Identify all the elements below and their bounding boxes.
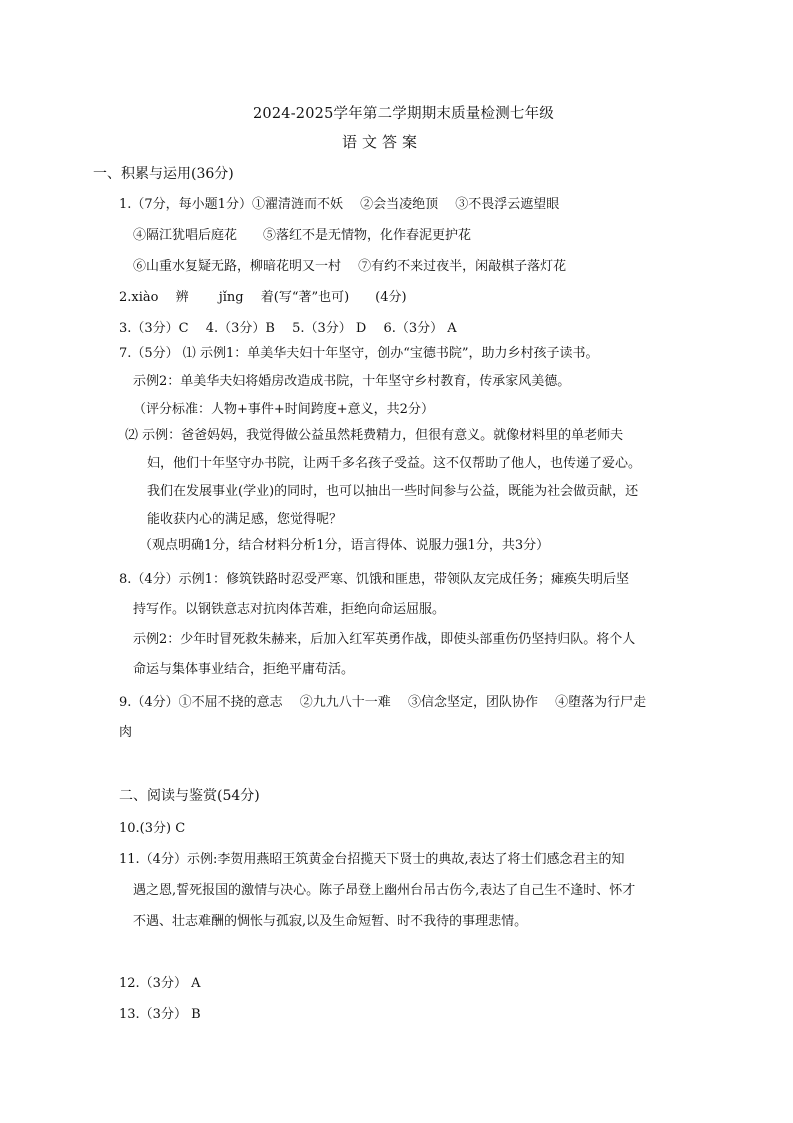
answer-line: ④隔江犹唱后庭花 ⑤落红不是无情物，化作春泥更护花 — [133, 228, 472, 243]
section-heading-accumulation: 一、积累与运用(36分) — [93, 166, 234, 182]
page-title: 2024-2025学年第二学期期末质量检测七年级 — [253, 106, 555, 122]
answer-line: 11.（4分）示例:李贺用燕昭王筑黄金台招揽天下贤士的典故,表达了将士们感念君主的知 — [119, 852, 625, 867]
section-heading-reading: 二、阅读与鉴赏(54分) — [119, 788, 260, 804]
answer-line: ⑵ 示例：爸爸妈妈，我觉得做公益虽然耗费精力，但很有意义。就像材料里的单老师夫 — [125, 428, 624, 443]
answer-line: 不遇、壮志难酬的惆怅与孤寂,以及生命短暂、时不我待的事理悲情。 — [133, 914, 528, 929]
answer-line: 我们在发展事业(学业)的同时，也可以抽出一些时间参与公益，既能为社会做贡献，还 — [147, 484, 639, 499]
answer-line: 12.（3分） A — [119, 976, 201, 991]
answer-line: 妇，他们十年坚守办书院，让两千多名孩子受益。这不仅帮助了他人，也传递了爱心。 — [147, 456, 642, 471]
page-subtitle: 语文答案 — [342, 133, 423, 151]
answer-line: 13.（3分） B — [119, 1007, 201, 1022]
answer-line: 3.（3分）C 4.（3分）B 5.（3分） D 6.（3分） A — [119, 321, 457, 336]
answer-line: 示例2：少年时冒死救朱赫来，后加入红军英勇作战，即使头部重伤仍坚持归队。将个人 — [133, 632, 636, 647]
answer-line: 遇之恩,誓死报国的激情与决心。陈子昂登上幽州台吊古伤今,表达了自己生不逢时、怀才 — [133, 883, 636, 898]
answer-line: 7.（5分） ⑴ 示例1：单美华夫妇十年坚守，创办“宝德书院”，助力乡村孩子读书。 — [119, 346, 599, 361]
answer-line: 9.（4分）①不屈不挠的意志 ②九九八十一难 ③信念坚定，团队协作 ④堕落为行尸走 — [119, 695, 647, 710]
answer-line: 持写作。以钢铁意志对抗肉体苦难，拒绝向命运屈服。 — [133, 602, 446, 617]
answer-line: 命运与集体事业结合，拒绝平庸苟活。 — [133, 662, 355, 677]
scoring-note: （观点明确1分，结合材料分析1分，语言得体、说服力强1分，共3分） — [139, 538, 550, 553]
answer-line: 肉 — [119, 725, 133, 740]
answer-line: 1.（7分，每小题1分）①濯清涟而不妖 ②会当凌绝顶 ③不畏浮云遮望眼 — [119, 197, 560, 212]
answer-line: 8.（4分）示例1：修筑铁路时忍受严寒、饥饿和匪患，带领队友完成任务；瘫痪失明后坚 — [119, 572, 629, 587]
answer-line: 能收获内心的满足感，您觉得呢？ — [147, 512, 343, 527]
answer-line: 10.(3分) C — [119, 821, 186, 836]
answer-line: 2.xiào 辨 jǐng 着(写“著”也可) (4分) — [119, 290, 407, 305]
answer-line: ⑥山重水复疑无路，柳暗花明又一村 ⑦有约不来过夜半，闲敲棋子落灯花 — [133, 259, 567, 274]
answer-line: 示例2：单美华夫妇将婚房改造成书院，十年坚守乡村教育，传承家风美德。 — [133, 374, 571, 389]
scoring-note: （评分标准：人物+事件+时间跨度+意义，共2分） — [133, 402, 434, 417]
